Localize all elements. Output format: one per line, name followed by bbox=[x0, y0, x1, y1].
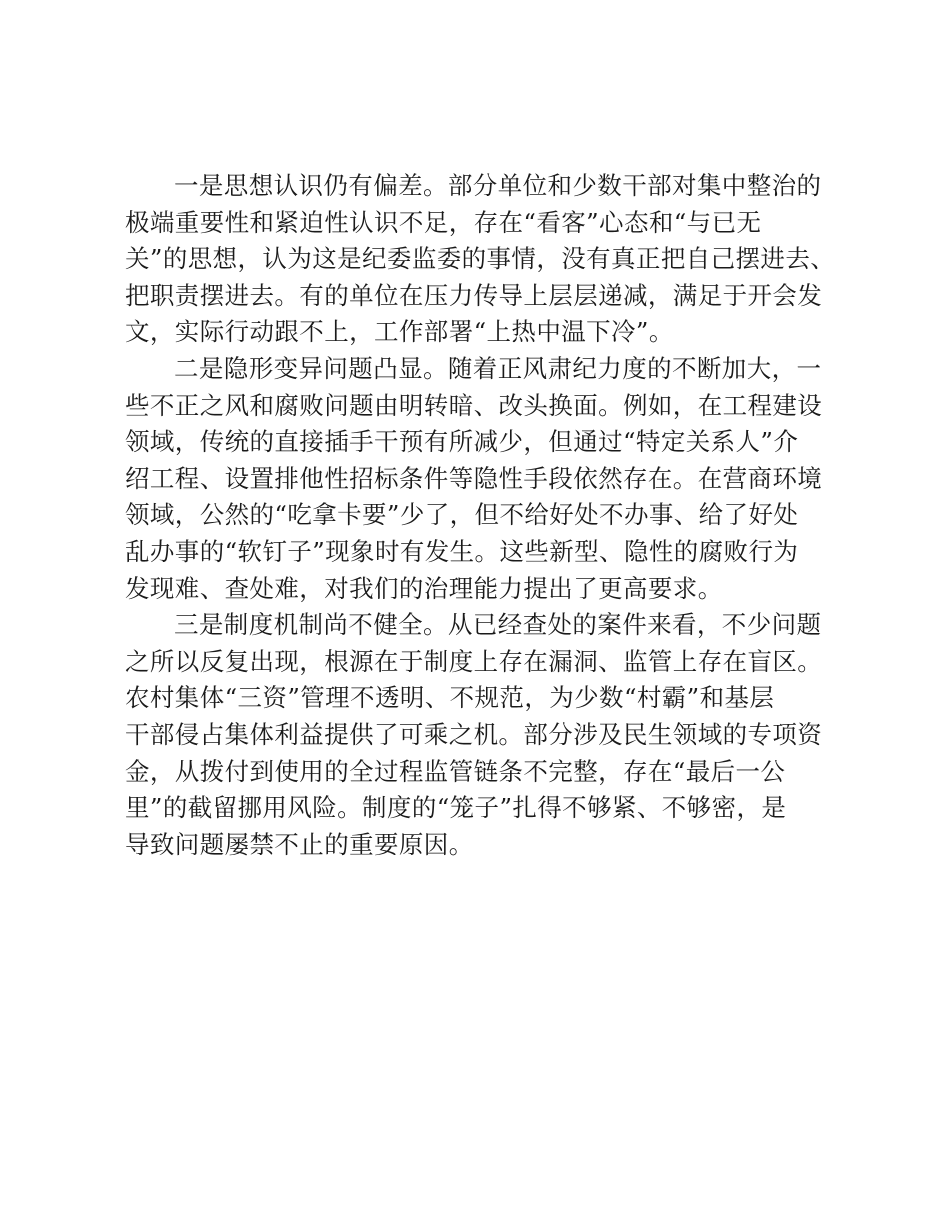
text-line: 发现难、查处难，对我们的治理能力提出了更高要求。 bbox=[125, 573, 723, 603]
text-line: 一是思想认识仍有偏差。部分单位和少数干部对集中整治的 bbox=[174, 171, 822, 200]
text-line: 领域，传统的直接插手干预有所减少，但通过“特定关系人”介 bbox=[125, 427, 799, 457]
text-line: 之所以反复出现，根源在于制度上存在漏洞、监管上存在盲区。 bbox=[125, 646, 823, 676]
text-line: 农村集体“三资”管理不透明、不规范，为少数“村霸”和基层 bbox=[125, 683, 775, 713]
text-line: 二是隐形变异问题凸显。随着正风肃纪力度的不断加大，一 bbox=[174, 353, 822, 383]
text-line: 导致问题屡禁不止的重要原因。 bbox=[125, 829, 474, 859]
text-line: 绍工程、设置排他性招标条件等隐性手段依然存在。在营商环境 bbox=[125, 463, 823, 493]
paragraph-thought-awareness bbox=[125, 168, 840, 351]
text-line: 关”的思想，认为这是纪委监委的事情，没有真正把自己摆进去、 bbox=[125, 244, 836, 274]
text-line: 三是制度机制尚不健全。从已经查处的案件来看，不少问题 bbox=[174, 610, 822, 640]
document-body bbox=[125, 168, 840, 863]
text-line: 文，实际行动跟不上，工作部署“上热中温下冷”。 bbox=[125, 317, 674, 347]
text-line: 极端重要性和紧迫性认识不足，存在“看客”心态和“与已无 bbox=[125, 207, 762, 237]
text-line: 乱办事的“软钉子”现象时有发生。这些新型、隐性的腐败行为 bbox=[125, 536, 799, 566]
text-line: 领域，公然的“吃拿卡要”少了，但不给好处不办事、给了好处 bbox=[125, 500, 799, 530]
text-line: 金，从拨付到使用的全过程监管链条不完整，存在“最后一公 bbox=[125, 756, 786, 786]
text-line: 把职责摆进去。有的单位在压力传导上层层递减，满足于开会发 bbox=[125, 280, 823, 310]
paragraph-hidden-variation bbox=[125, 351, 840, 607]
text-line: 里”的截留挪用风险。制度的“笼子”扎得不够紧、不够密，是 bbox=[125, 793, 787, 823]
paragraph-institutional-mechanisms bbox=[125, 607, 840, 863]
text-line: 些不正之风和腐败问题由明转暗、改头换面。例如，在工程建设 bbox=[125, 390, 823, 420]
text-line: 干部侵占集体利益提供了可乘之机。部分涉及民生领域的专项资 bbox=[125, 719, 823, 749]
